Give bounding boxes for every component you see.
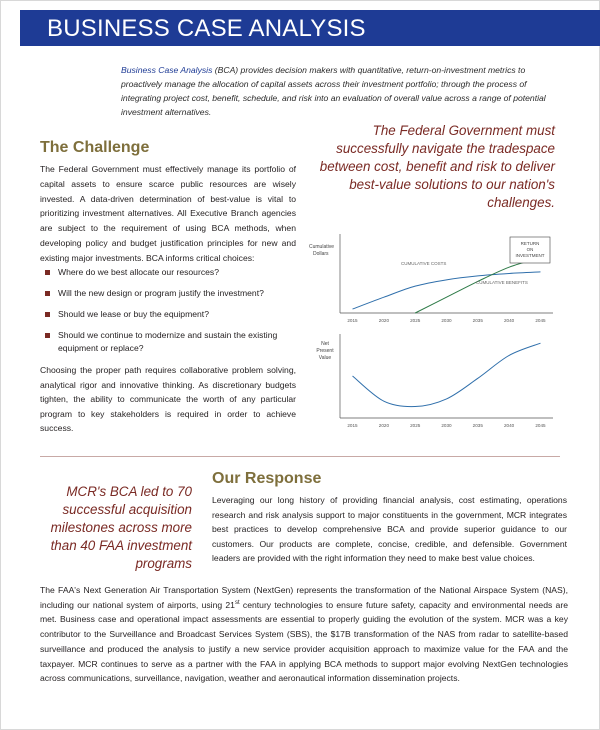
net-present-value-chart bbox=[305, 330, 560, 435]
cumulative-costs-line bbox=[353, 272, 541, 309]
x-tick-label: 2035 bbox=[472, 318, 483, 323]
nextgen-text-2: century technologies to ensure future safety, capacity and environmental needs are met. Business case and operational impact assessments are essential to properly guiding the evolution of the system. MCR was a key contributor to the Surveillance and Broadcast Services System (SBS), the $17B transformation of the NAS from radar to satellite-based surveillance and produced the analysis to justify a new service provider acquisition approach to maximize value for the FAA and the taxpayer. MCR continues to serve as a partner with the FAA in applying BCA methods to support major evolving NextGen technologies across communications, surveillance, navigation, weather and aeronautical information dissemination projects. bbox=[40, 599, 568, 684]
list-item: Should we lease or buy the equipment? bbox=[44, 308, 300, 321]
x-tick-label: 2040 bbox=[503, 318, 515, 323]
critical-choices-list bbox=[44, 266, 300, 363]
y-label-line-2: Present bbox=[316, 348, 334, 354]
x-tick-label: 2030 bbox=[441, 423, 452, 428]
section-divider bbox=[40, 456, 560, 457]
x-tick-labels bbox=[347, 318, 546, 323]
y-label-line-1: Net bbox=[321, 341, 329, 347]
x-tick-label: 2045 bbox=[535, 423, 546, 428]
response-paragraph: Leveraging our long history of providing financial analysis, cost estimating, operations research and risk analysis support to major constituents in the government, MCR integrates best practices to develop comprehensive BCA and provide superior guidance to our customers. Our products are complete, concise, credible, and defensible. Government leaders are provided with the right information they need to make best value choices. bbox=[212, 495, 567, 564]
x-tick-label: 2015 bbox=[347, 423, 358, 428]
y-label-line-2: Dollars bbox=[313, 251, 329, 257]
roi-line-3: INVESTMENT bbox=[515, 253, 545, 258]
x-tick-label: 2015 bbox=[347, 318, 358, 323]
nextgen-paragraph bbox=[40, 583, 568, 686]
x-tick-label: 2045 bbox=[535, 318, 546, 323]
ordinal-suffix: st bbox=[234, 599, 240, 606]
list-item: Will the new design or program justify the investment? bbox=[44, 287, 300, 300]
y-label-line-3: Value bbox=[318, 355, 332, 361]
list-item: Should we continue to modernize and sustain the existing equipment or replace? bbox=[44, 329, 300, 355]
response-pull-quote: MCR's BCA led to 70 successful acquisition milestones across more than 40 FAA investment programs bbox=[50, 484, 192, 571]
title-banner bbox=[20, 10, 600, 46]
page-title: BUSINESS CASE ANALYSIS bbox=[47, 15, 366, 42]
roi-line-1: RETURN bbox=[520, 241, 540, 246]
cumulative-costs-label: CUMULATIVE COSTS bbox=[401, 261, 447, 266]
nextgen-text-1: The FAA's Next Generation Air Transportation System (NextGen) represents the transformation of the National Airspace System (NAS), including our national system of airports, using 21 bbox=[40, 585, 568, 610]
y-axis-label bbox=[316, 341, 334, 361]
challenge-paragraph-2: Choosing the proper path requires collaborative problem solving, analytical rigor and innovative thinking. As discretionary budgets tighten, the ability to communicate the worth of any particular program to key stakeholders is required in order to achieve success. bbox=[40, 365, 296, 434]
challenge-pull-quote: The Federal Government must successfully navigate the tradespace between cost, benefit and risk to deliver best-value solutions to our nation's challenges. bbox=[319, 123, 555, 210]
cumulative-benefits-label: CUMULATIVE BENEFITS bbox=[476, 280, 528, 285]
intro-text: (BCA) provides decision makers with quantitative, return-on-investment metrics to proactively manage the allocation of capital assets across their investment portfolio; through the process of integrating project cost, benefit, schedule, and risk into an evaluation of overall value across a range of potential investment alternatives. bbox=[121, 65, 546, 117]
challenge-paragraph-1: The Federal Government must effectively manage its portfolio of capital assets to ensure scarce public resources are wisely invested. A data-driven determination of best-value is vital to prioritizing investment alternatives. All Executive Branch agencies are subject to the requirement of using BCA methods, when developing policy and budget justification principles for new and existing major investments. BCA informs critical choices: bbox=[40, 164, 296, 263]
npv-line bbox=[353, 343, 541, 406]
x-tick-label: 2030 bbox=[441, 318, 452, 323]
challenge-heading: The Challenge bbox=[40, 139, 150, 156]
y-label-line-1: Cumulative bbox=[309, 244, 335, 250]
roi-line-2: ON bbox=[526, 247, 534, 252]
intro-paragraph bbox=[121, 63, 561, 119]
list-item: Where do we best allocate our resources? bbox=[44, 266, 300, 279]
x-tick-label: 2025 bbox=[410, 423, 421, 428]
x-tick-label: 2025 bbox=[410, 318, 421, 323]
cumulative-dollars-chart bbox=[305, 226, 560, 326]
y-axis-label bbox=[309, 244, 334, 257]
response-heading: Our Response bbox=[212, 470, 322, 487]
x-tick-label: 2020 bbox=[378, 423, 390, 428]
x-tick-label: 2020 bbox=[378, 318, 390, 323]
x-tick-label: 2040 bbox=[503, 423, 515, 428]
x-tick-label: 2035 bbox=[472, 423, 483, 428]
intro-term: Business Case Analysis bbox=[121, 65, 213, 75]
x-tick-labels bbox=[347, 423, 546, 428]
